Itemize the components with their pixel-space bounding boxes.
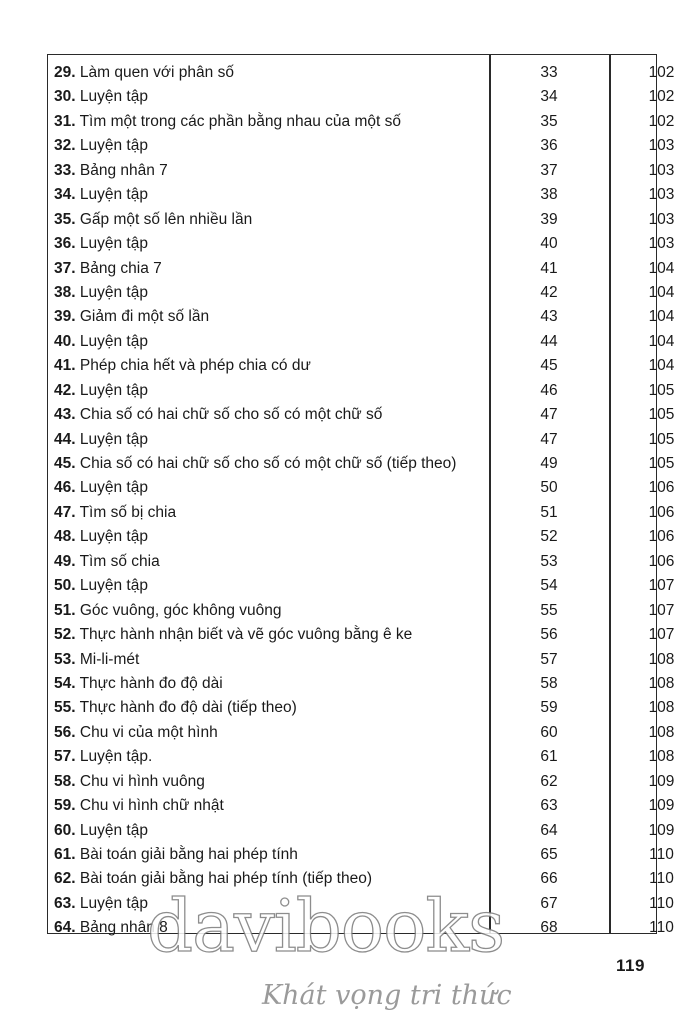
lesson-title	[54, 770, 205, 794]
toc-row	[48, 770, 675, 794]
lesson-name: Luyện tập	[79, 821, 148, 839]
lesson-number: 39.	[54, 308, 76, 326]
answer-page: 104	[648, 283, 675, 301]
lesson-number: 55.	[54, 699, 76, 717]
answer-page: 103	[648, 210, 675, 228]
lesson-name: Góc vuông, góc không vuông	[79, 601, 282, 619]
lesson-name: Tìm số bị chia	[79, 503, 177, 521]
exercise-page: 33	[540, 64, 558, 81]
lesson-title	[54, 476, 148, 500]
answer-page: 104	[648, 308, 675, 326]
answer-page: 110	[649, 894, 674, 912]
lesson-title	[54, 208, 252, 232]
lesson-title	[54, 623, 412, 647]
lesson-number: 46.	[54, 479, 76, 497]
toc-row	[48, 501, 675, 525]
lesson-title	[54, 110, 401, 134]
lesson-name: Làm quen với phân số	[79, 64, 234, 81]
lesson-number: 56.	[54, 723, 76, 741]
lesson-number: 37.	[54, 259, 76, 277]
exercise-page: 58	[540, 674, 558, 692]
lesson-title	[54, 159, 168, 183]
exercise-page: 36	[540, 137, 558, 155]
answer-page: 106	[648, 503, 675, 521]
lesson-title	[54, 85, 148, 109]
lesson-number: 54.	[54, 674, 76, 692]
lesson-name: Luyện tập	[79, 137, 148, 155]
lesson-title	[54, 550, 160, 574]
exercise-page: 60	[540, 723, 558, 741]
lesson-name: Chia số có hai chữ số cho số có một chữ số (tiếp theo)	[79, 455, 457, 472]
lesson-name: Luyện tập	[79, 430, 148, 448]
exercise-page: 47	[540, 430, 558, 448]
lesson-number: 51.	[54, 601, 76, 619]
exercise-page: 41	[540, 259, 558, 277]
lesson-title	[54, 843, 298, 867]
answer-page: 107	[648, 577, 675, 595]
lesson-title	[54, 501, 176, 525]
lesson-name: Chu vi hình vuông	[79, 772, 205, 790]
exercise-page: 63	[540, 797, 558, 815]
exercise-page: 47	[540, 406, 558, 424]
exercise-page: 65	[540, 846, 558, 863]
exercise-page: 34	[540, 88, 558, 106]
lesson-title	[54, 794, 224, 818]
lesson-number: 58.	[54, 772, 76, 790]
exercise-page: 37	[540, 161, 558, 179]
lesson-number: 61.	[54, 846, 76, 863]
exercise-page: 55	[540, 601, 558, 619]
lesson-title	[54, 599, 282, 623]
exercise-page: 44	[540, 332, 558, 350]
answer-page: 105	[648, 455, 675, 472]
lesson-name: Luyện tập	[79, 235, 148, 253]
toc-row	[48, 257, 675, 281]
exercise-page: 49	[540, 455, 558, 472]
exercise-page: 59	[540, 699, 558, 717]
exercise-page: 54	[540, 577, 558, 595]
lesson-title	[54, 354, 311, 378]
lesson-name: Tìm một trong các phần bằng nhau của một số	[79, 112, 401, 130]
answer-page: 109	[648, 797, 675, 815]
answer-page: 106	[648, 552, 675, 570]
toc-row	[48, 85, 675, 109]
lesson-title	[54, 892, 148, 916]
lesson-number: 29.	[54, 64, 76, 81]
exercise-page: 61	[540, 748, 558, 766]
toc-row	[48, 183, 675, 207]
lesson-name: Luyện tập	[79, 88, 148, 106]
toc-row	[48, 232, 675, 256]
lesson-number: 41.	[54, 357, 76, 375]
exercise-page: 51	[540, 503, 558, 521]
lesson-number: 31.	[54, 112, 76, 130]
lesson-name: Luyện tập	[79, 332, 148, 350]
lesson-title	[54, 183, 148, 207]
answer-page: 103	[648, 137, 675, 155]
lesson-number: 53.	[54, 650, 76, 668]
exercise-page: 66	[540, 870, 558, 888]
lesson-number: 34.	[54, 186, 76, 204]
answer-page: 102	[648, 112, 675, 130]
toc-row	[48, 428, 675, 452]
lesson-name: Thực hành nhận biết và vẽ góc vuông bằng ê ke	[79, 626, 413, 644]
answer-page: 108	[648, 723, 675, 741]
lesson-name: Tìm số chia	[79, 552, 160, 570]
toc-row	[48, 745, 675, 769]
lesson-number: 57.	[54, 748, 76, 766]
lesson-name: Bảng nhân 8	[79, 919, 168, 937]
exercise-page: 35	[540, 112, 558, 130]
lesson-number: 35.	[54, 210, 76, 228]
answer-page: 105	[648, 406, 675, 424]
lesson-title	[54, 257, 162, 281]
watermark-tagline: Khát vọng tri thức	[262, 980, 512, 1011]
answer-page: 107	[648, 601, 675, 619]
lesson-number: 64.	[54, 919, 76, 937]
lesson-number: 47.	[54, 503, 76, 521]
answer-page: 102	[648, 64, 675, 81]
answer-page: 106	[648, 479, 675, 497]
lesson-title	[54, 721, 218, 745]
toc-row	[48, 134, 675, 158]
lesson-title	[54, 574, 148, 598]
answer-page: 104	[648, 259, 675, 277]
lesson-name: Luyện tập	[79, 577, 148, 595]
lesson-name: Luyện tập	[79, 283, 148, 301]
lesson-title	[54, 330, 148, 354]
lesson-name: Chu vi của một hình	[79, 723, 218, 741]
lesson-title	[54, 648, 139, 672]
toc-row	[48, 159, 675, 183]
lesson-name: Bảng chia 7	[79, 259, 162, 277]
answer-page: 105	[648, 430, 675, 448]
toc-row	[48, 305, 675, 329]
exercise-page: 45	[540, 357, 558, 375]
toc-row	[48, 794, 675, 818]
exercise-page: 43	[540, 308, 558, 326]
exercise-page: 56	[540, 626, 558, 644]
answer-page: 104	[648, 357, 675, 375]
lesson-number: 52.	[54, 626, 76, 644]
answer-page: 105	[648, 381, 675, 399]
toc-row	[48, 721, 675, 745]
lesson-name: Giảm đi một số lần	[79, 308, 210, 326]
lesson-number: 59.	[54, 797, 76, 815]
lesson-number: 63.	[54, 894, 76, 912]
lesson-title	[54, 452, 456, 476]
exercise-page: 57	[540, 650, 558, 668]
lesson-name: Bài toán giải bằng hai phép tính	[79, 846, 298, 863]
toc-row	[48, 574, 675, 598]
toc-row	[48, 110, 675, 134]
exercise-page: 39	[540, 210, 558, 228]
toc-row	[48, 696, 675, 720]
answer-page: 103	[648, 186, 675, 204]
lesson-title	[54, 696, 297, 720]
answer-page: 106	[648, 528, 675, 546]
exercise-page: 46	[540, 381, 558, 399]
toc-row	[48, 550, 675, 574]
toc-row	[48, 672, 675, 696]
lesson-name: Luyện tập.	[79, 748, 153, 766]
answer-page: 108	[648, 748, 675, 766]
exercise-page: 50	[540, 479, 558, 497]
lesson-title	[54, 745, 152, 769]
exercise-page: 40	[540, 235, 558, 253]
lesson-name: Thực hành đo độ dài	[79, 674, 223, 692]
lesson-title	[54, 305, 209, 329]
answer-page: 107	[648, 626, 675, 644]
lesson-number: 44.	[54, 430, 76, 448]
toc-row	[48, 403, 675, 427]
lesson-name: Luyện tập	[79, 894, 148, 912]
watermark-brand: davibooks	[147, 884, 505, 968]
answer-page: 110	[649, 846, 674, 863]
lesson-number: 60.	[54, 821, 76, 839]
toc-row	[48, 354, 675, 378]
lesson-name: Bảng nhân 7	[79, 161, 168, 179]
page-number: 119	[616, 956, 645, 975]
toc-row	[48, 648, 675, 672]
lesson-name: Luyện tập	[79, 381, 148, 399]
toc-row	[48, 379, 675, 403]
toc-row	[48, 819, 675, 843]
lesson-number: 62.	[54, 870, 76, 888]
lesson-number: 42.	[54, 381, 76, 399]
lesson-name: Bài toán giải bằng hai phép tính (tiếp theo)	[79, 870, 373, 888]
lesson-name: Luyện tập	[79, 479, 148, 497]
lesson-name: Chia số có hai chữ số cho số có một chữ số	[79, 406, 383, 424]
lesson-name: Gấp một số lên nhiều lần	[79, 210, 253, 228]
lesson-number: 36.	[54, 235, 76, 253]
answer-page: 110	[649, 870, 674, 888]
exercise-page: 42	[540, 283, 558, 301]
answer-page: 103	[648, 161, 675, 179]
lesson-name: Thực hành đo độ dài (tiếp theo)	[79, 699, 297, 717]
toc-row	[48, 843, 674, 867]
toc-row	[48, 599, 675, 623]
toc-row	[48, 623, 675, 647]
answer-page: 104	[648, 332, 675, 350]
lesson-number: 50.	[54, 577, 76, 595]
exercise-page: 53	[540, 552, 558, 570]
lesson-title	[54, 403, 382, 427]
toc-rows	[48, 61, 675, 941]
answer-page: 108	[648, 674, 675, 692]
toc-row	[48, 476, 675, 500]
toc-row	[48, 281, 675, 305]
lesson-number: 43.	[54, 406, 76, 424]
toc-row	[48, 330, 675, 354]
exercise-page: 67	[540, 894, 558, 912]
exercise-page: 52	[540, 528, 558, 546]
answer-page: 109	[648, 821, 675, 839]
answer-page: 103	[648, 235, 675, 253]
lesson-number: 38.	[54, 283, 76, 301]
toc-row	[48, 525, 675, 549]
lesson-title	[54, 379, 148, 403]
lesson-title	[54, 61, 234, 85]
lesson-name: Luyện tập	[79, 186, 148, 204]
exercise-page: 68	[540, 919, 558, 937]
lesson-title	[54, 819, 148, 843]
lesson-number: 40.	[54, 332, 76, 350]
toc-row	[48, 452, 675, 476]
answer-page: 102	[648, 88, 675, 106]
answer-page: 110	[649, 919, 674, 937]
lesson-number: 32.	[54, 137, 76, 155]
lesson-name: Luyện tập	[79, 528, 148, 546]
lesson-name: Chu vi hình chữ nhật	[79, 797, 224, 815]
answer-page: 109	[648, 772, 675, 790]
lesson-title	[54, 672, 223, 696]
toc-table	[47, 54, 675, 937]
lesson-number: 49.	[54, 552, 76, 570]
lesson-name: Phép chia hết và phép chia có dư	[79, 357, 311, 375]
exercise-page: 62	[540, 772, 558, 790]
exercise-page: 38	[540, 186, 558, 204]
lesson-number: 48.	[54, 528, 76, 546]
lesson-title	[54, 428, 148, 452]
lesson-title	[54, 232, 148, 256]
answer-page: 108	[648, 650, 675, 668]
lesson-number: 30.	[54, 88, 76, 106]
answer-page: 108	[648, 699, 675, 717]
toc-row	[48, 208, 675, 232]
lesson-name: Mi-li-mét	[79, 650, 140, 668]
exercise-page: 64	[540, 821, 558, 839]
toc-row	[48, 61, 675, 85]
lesson-number: 45.	[54, 455, 76, 472]
lesson-title	[54, 134, 148, 158]
lesson-title	[54, 281, 148, 305]
lesson-number: 33.	[54, 161, 76, 179]
lesson-title	[54, 525, 148, 549]
